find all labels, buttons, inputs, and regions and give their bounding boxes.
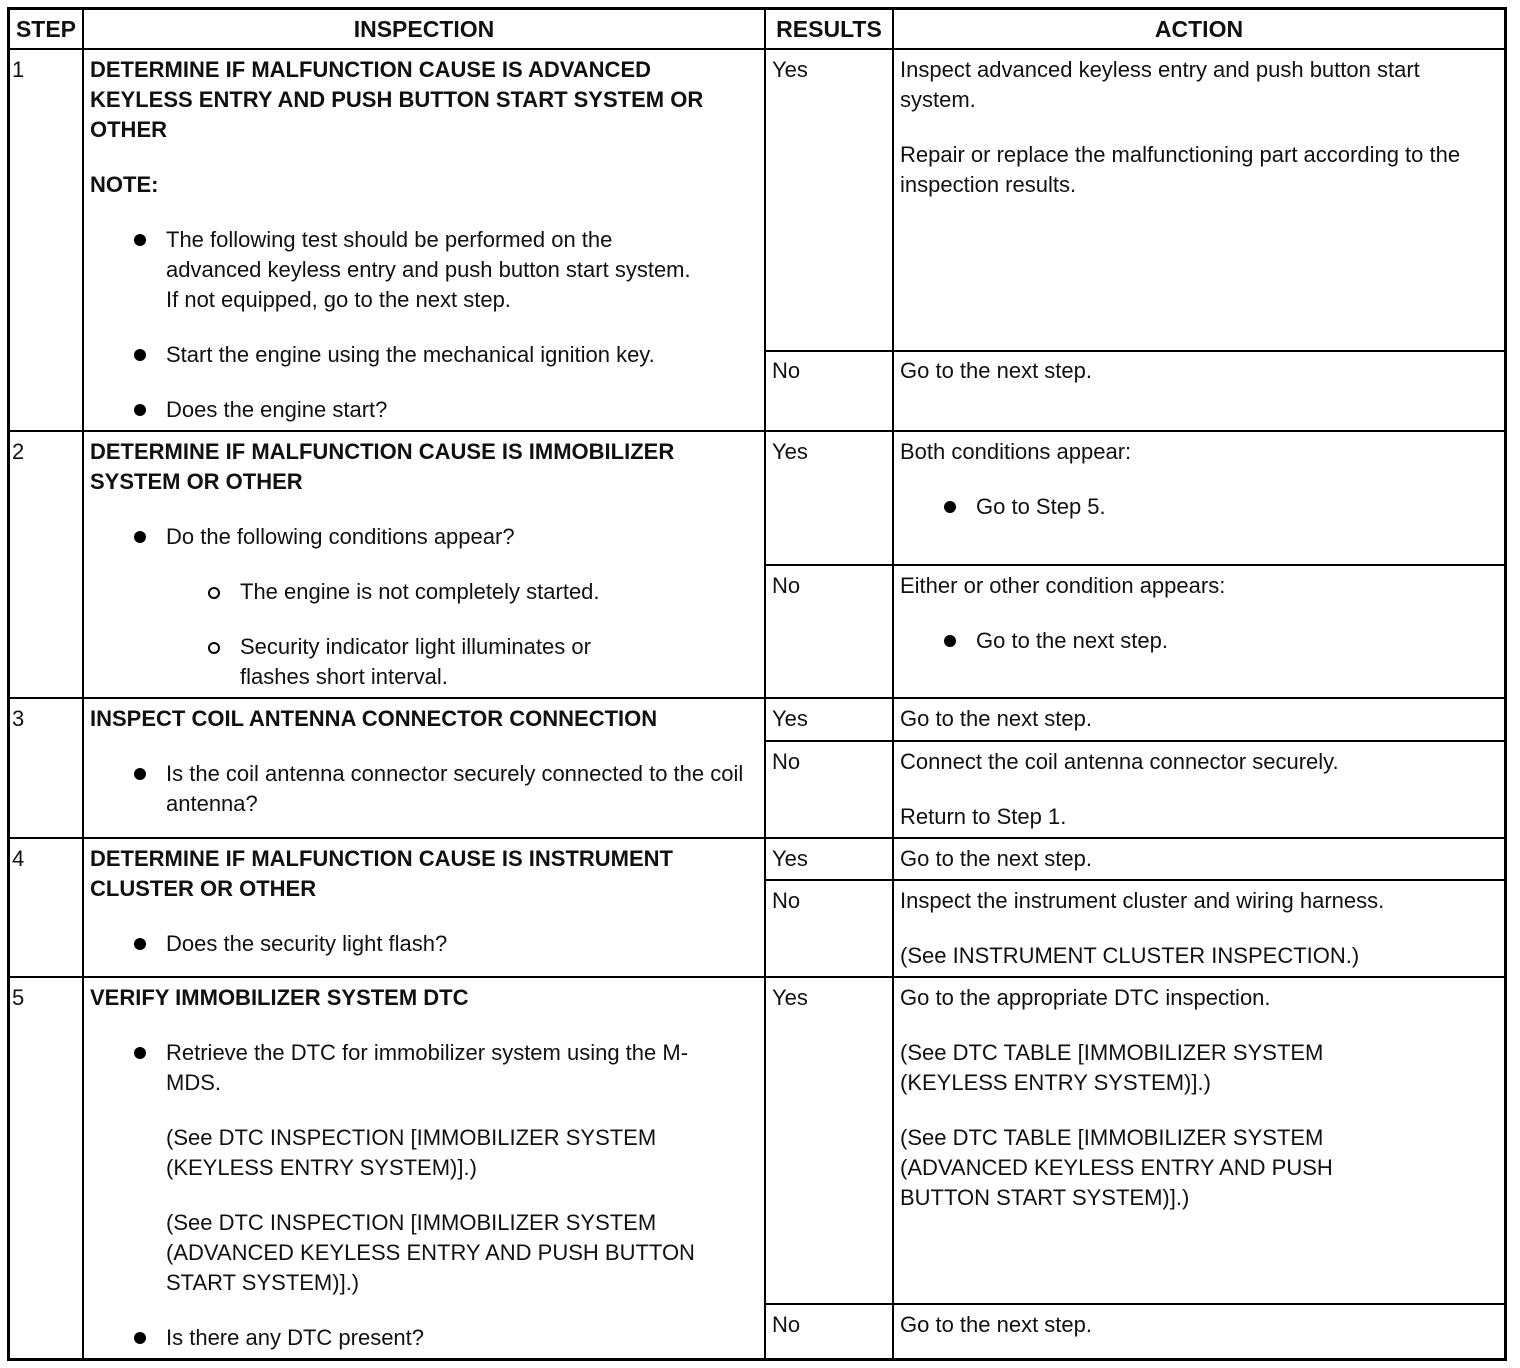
bullet-item: Do the following conditions appear? <box>90 522 758 552</box>
row-divider <box>10 837 1504 839</box>
result-divider <box>764 879 1504 881</box>
step-title: INSPECT COIL ANTENNA CONNECTOR CONNECTION <box>90 706 658 731</box>
step-number: 3 <box>12 706 25 731</box>
inspection-cell <box>84 55 764 425</box>
result-divider <box>764 564 1504 566</box>
bullet-item: Is the coil antenna connector securely connected to the coil antenna? <box>90 759 758 819</box>
action-yes <box>894 55 1504 200</box>
step-title: DETERMINE IF MALFUNCTION CAUSE IS ADVANCED KEYLESS ENTRY AND PUSH BUTTON START SYSTEM OR OTHER <box>90 57 704 142</box>
result-yes: Yes <box>772 439 808 464</box>
action-no <box>894 571 1504 656</box>
action-text: Repair or replace the malfunctioning part according to the inspection results. <box>900 142 1461 197</box>
sub-bullet-item: The engine is not completely started. <box>90 577 758 607</box>
result-yes: Yes <box>772 846 808 871</box>
result-no: No <box>772 1312 801 1337</box>
reference-text: (See DTC INSPECTION [IMMOBILIZER SYSTEM (KEYLESS ENTRY SYSTEM)].) <box>166 1125 657 1180</box>
action-bullet: Go to Step 5. <box>900 492 1498 522</box>
bullet-item: Is there any DTC present? <box>90 1323 758 1353</box>
result-no: No <box>772 358 801 383</box>
action-text: Inspect advanced keyless entry and push button start system. <box>900 57 1420 112</box>
bullet-item: Does the security light flash? <box>90 929 758 959</box>
bullet-item: Start the engine using the mechanical ignition key. <box>90 340 758 370</box>
column-divider <box>764 10 766 1358</box>
result-divider <box>764 740 1504 742</box>
header-action: ACTION <box>1154 16 1244 42</box>
result-yes: Yes <box>772 706 808 731</box>
header-results: RESULTS <box>776 16 882 42</box>
action-yes <box>894 437 1504 522</box>
step-title: DETERMINE IF MALFUNCTION CAUSE IS INSTRUMENT CLUSTER OR OTHER <box>90 846 673 901</box>
action-yes <box>894 983 1504 1213</box>
bullet-item: Does the engine start? <box>90 395 758 425</box>
action-text: (See DTC TABLE [IMMOBILIZER SYSTEM (ADVANCED KEYLESS ENTRY AND PUSH BUTTON START SYSTEM)].) <box>900 1125 1333 1210</box>
action-text: Both conditions appear: <box>900 439 1132 464</box>
inspection-cell <box>84 437 764 692</box>
bullet-item: The following test should be performed on the advanced keyless entry and push button start system. If not equipped, go to the next step. <box>90 225 758 315</box>
inspection-cell <box>84 704 764 819</box>
action-no <box>894 747 1504 832</box>
action-no: Go to the next step. <box>900 1312 1093 1337</box>
action-text: Return to Step 1. <box>900 804 1067 829</box>
row-divider <box>10 976 1504 978</box>
inspection-cell <box>84 844 764 959</box>
header-step: STEP <box>15 16 77 42</box>
reference-text: (See DTC INSPECTION [IMMOBILIZER SYSTEM (ADVANCED KEYLESS ENTRY AND PUSH BUTTON START SYSTEM)].) <box>166 1210 695 1295</box>
result-divider <box>764 1303 1504 1305</box>
action-bullet: Go to the next step. <box>900 626 1498 656</box>
step-number: 4 <box>12 846 25 871</box>
action-no <box>894 886 1504 971</box>
sub-bullet-item: Security indicator light illuminates or flashes short interval. <box>90 632 758 692</box>
result-yes: Yes <box>772 57 808 82</box>
action-text: (See INSTRUMENT CLUSTER INSPECTION.) <box>900 943 1360 968</box>
bullet-item: Retrieve the DTC for immobilizer system using the M-MDS. <box>90 1038 758 1098</box>
step-number: 2 <box>12 439 25 464</box>
step-number: 1 <box>12 57 25 82</box>
result-no: No <box>772 749 801 774</box>
note-label: NOTE: <box>90 172 159 197</box>
action-text: Inspect the instrument cluster and wiring harness. <box>900 888 1385 913</box>
result-no: No <box>772 573 801 598</box>
inspection-cell <box>84 983 764 1353</box>
action-text: Either or other condition appears: <box>900 573 1226 598</box>
result-no: No <box>772 888 801 913</box>
action-text: (See DTC TABLE [IMMOBILIZER SYSTEM (KEYLESS ENTRY SYSTEM)].) <box>900 1040 1324 1095</box>
step-title: DETERMINE IF MALFUNCTION CAUSE IS IMMOBILIZER SYSTEM OR OTHER <box>90 439 675 494</box>
inspection-table <box>7 7 1507 1361</box>
row-divider <box>10 430 1504 432</box>
result-yes: Yes <box>772 985 808 1010</box>
action-text: Connect the coil antenna connector securely. <box>900 749 1339 774</box>
step-title: VERIFY IMMOBILIZER SYSTEM DTC <box>90 985 469 1010</box>
action-yes: Go to the next step. <box>900 846 1093 871</box>
result-divider <box>764 350 1504 352</box>
action-no: Go to the next step. <box>900 358 1093 383</box>
row-divider <box>10 697 1504 699</box>
action-yes: Go to the next step. <box>900 706 1093 731</box>
header-inspection: INSPECTION <box>353 16 495 42</box>
action-text: Go to the appropriate DTC inspection. <box>900 985 1271 1010</box>
step-number: 5 <box>12 985 25 1010</box>
